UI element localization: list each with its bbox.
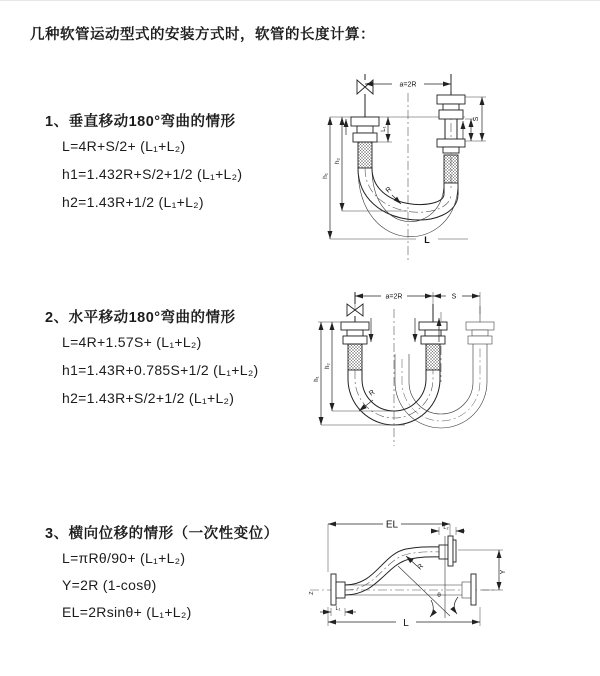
valve-icon xyxy=(357,74,373,117)
formula-1-2: h1=1.432R+S/2+1/2 (L₁+L₂) xyxy=(62,166,243,182)
diagram-lateral-displacement xyxy=(298,504,595,664)
dim-label-a2r: a=2R xyxy=(399,81,417,89)
section-3-heading: 3、横向位移的情形（一次性变位） xyxy=(45,526,279,542)
dimension-a2r xyxy=(365,79,451,91)
section-2-heading: 2、水平移动180°弯曲的情形 xyxy=(45,310,236,326)
dimension-l1 xyxy=(320,606,356,616)
left-fitting xyxy=(341,322,369,370)
dim-label-s: S xyxy=(451,293,457,301)
dim-label-h2: h₂ xyxy=(334,157,341,165)
upper-right-flange xyxy=(439,536,456,566)
dim-label-s: S xyxy=(473,116,480,122)
diagram-horizontal-180-bend xyxy=(305,284,590,462)
formula-1-1: L=4R+S/2+ (L₁+L₂) xyxy=(62,138,186,154)
dim-label-z: Z xyxy=(309,591,315,595)
dim-label-l1: L₁ xyxy=(381,126,387,132)
dimension-l xyxy=(328,607,480,629)
radius-callout xyxy=(385,186,401,204)
dim-label-h1: h₁ xyxy=(322,173,329,179)
dimension-s xyxy=(465,97,486,141)
s-curve-hose xyxy=(345,547,448,595)
dim-label-a2r: a=2R xyxy=(385,293,403,301)
formula-2-3: h2=1.43R+S/2+1/2 (L₁+L₂) xyxy=(62,390,235,406)
dim-label-y: Y xyxy=(500,569,507,575)
braided-hose-section xyxy=(348,344,362,370)
dim-label-l2: L₂ xyxy=(443,525,449,531)
dim-label-el: EL xyxy=(385,519,399,531)
page-title: 几种软管运动型式的安装方式时，软管的长度计算： xyxy=(30,27,375,43)
dim-label-l1: L₁ xyxy=(335,606,341,612)
dimension-el xyxy=(328,520,450,573)
formula-3-3: EL=2Rsinθ+ (L₁+L₂) xyxy=(62,604,192,620)
dimension-l2 xyxy=(431,525,465,535)
dim-label-h2: h₂ xyxy=(325,363,331,369)
dim-label-theta: θ xyxy=(437,592,441,599)
left-flange xyxy=(331,574,345,605)
braided-hose-section xyxy=(444,155,458,183)
braided-hose-section xyxy=(358,142,372,168)
dim-label-r: R xyxy=(384,185,394,195)
middle-fitting xyxy=(419,304,447,370)
dimension-a2r-s xyxy=(355,292,480,314)
left-pipe-fitting xyxy=(351,117,379,168)
dim-label-l: L xyxy=(403,618,409,629)
dim-label-h1: h₁ xyxy=(314,376,320,382)
dim-label-r: R xyxy=(416,562,425,572)
dim-label-r: R xyxy=(368,389,377,398)
dim-label-l: L xyxy=(424,235,430,245)
braided-hose-section xyxy=(426,344,440,370)
straight-hose-ghost xyxy=(345,574,476,605)
diagram-vertical-180-bend xyxy=(308,71,590,266)
formula-2-2: h1=1.43R+0.785S+1/2 (L₁+L₂) xyxy=(62,362,259,378)
formula-3-2: Y=2R (1-cosθ) xyxy=(62,577,157,593)
formula-3-1: L=πRθ/90+ (L₁+L₂) xyxy=(62,550,186,566)
formula-2-1: L=4R+1.57S+ (L₁+L₂) xyxy=(62,334,202,350)
formula-1-3: h2=1.43R+1/2 (L₁+L₂) xyxy=(62,194,204,210)
right-pipe-fitting xyxy=(437,74,465,194)
section-1-heading: 1、垂直移动180°弯曲的情形 xyxy=(45,114,236,130)
right-ghost-fitting xyxy=(466,306,494,344)
